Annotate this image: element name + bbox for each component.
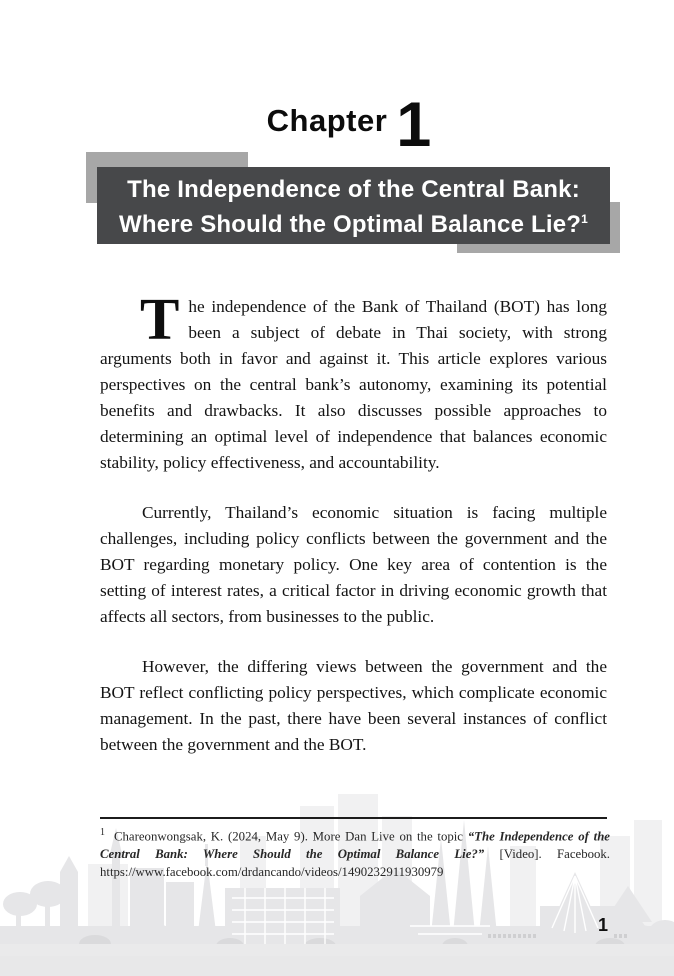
title-line-2-text: Where Should the Optimal Balance Lie? [118, 211, 582, 238]
chapter-number: 1 [396, 90, 432, 160]
article-body [100, 286, 607, 758]
footnote [100, 824, 610, 881]
title-line-1: The Independence of the Central Bank: [127, 176, 580, 203]
title-footnote-ref: 1 [581, 212, 588, 226]
chapter-heading [12, 90, 674, 160]
paragraph-1-text: he independence of the Bank of Thailand (BOT) has long been a subject of debate in Thai society, with strong arguments both in favor and against it. This article explores various perspectives on the central bank’s autonomy, examining its potential benefits and drawbacks. It also discusses possible approaches to determining an optimal level of independence that balances economic stability, policy effectiveness, and accountability. [100, 297, 607, 472]
chapter-label: Chapter [266, 103, 388, 138]
drop-cap: T [140, 286, 180, 352]
footnote-citation-title: “The Independence of the Central Bank: Where Should the Optimal Balance Lie?” [100, 829, 610, 862]
footnote-citation-start: Chareonwongsak, K. (2024, May 9). More Dan Live on the topic [114, 829, 468, 844]
paragraph-1 [100, 286, 607, 476]
paragraph-2: Currently, Thailand’s economic situation is facing multiple challenges, including policy conflicts between the government and the BOT regarding monetary policy. One key area of contention is the setting of interest rates, a critical factor in driving economic growth that affects all sectors, from businesses to the public. [100, 503, 607, 626]
footnote-citation-end: [Video]. Facebook. https://www.facebook.com/drdancando/videos/1490232911930979 [100, 847, 610, 880]
footnote-marker: 1 [100, 827, 105, 838]
page-number: 1 [597, 915, 608, 935]
chapter-title-banner [97, 167, 610, 244]
paragraph-3: However, the differing views between the government and the BOT reflect conflicting policy perspectives, which complicate economic management. In the past, there have been several instances of conflict between the government and the BOT. [100, 657, 607, 754]
title-line-2 [97, 207, 610, 242]
footnote-separator [100, 817, 607, 819]
